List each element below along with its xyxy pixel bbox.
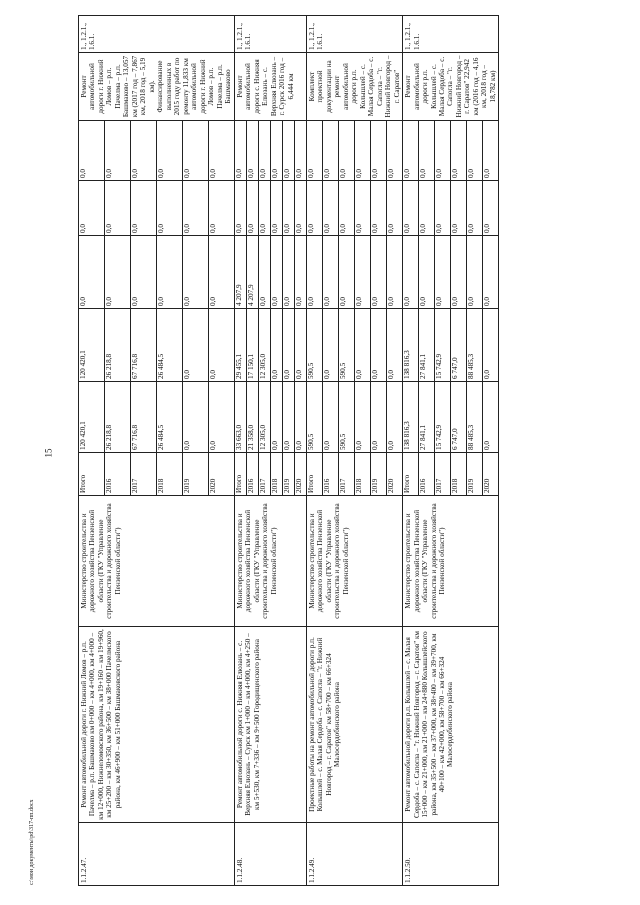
activity-name-cell bbox=[234, 627, 306, 823]
year-cell: 2019 bbox=[282, 453, 294, 496]
amount-cell: 12 305,0 bbox=[258, 382, 270, 453]
amount-cell: 0,0 bbox=[370, 236, 386, 309]
amount-cell: 0,0 bbox=[130, 121, 156, 181]
amount-cell: 0,0 bbox=[370, 181, 386, 236]
amount-cell: 21 358,0 bbox=[246, 382, 258, 453]
year-cell: Итого bbox=[79, 453, 105, 496]
amount-cell: 0,0 bbox=[182, 181, 208, 236]
amount-cell: 0,0 bbox=[354, 309, 370, 382]
expected-result: Ремонт автомобильной дороги р.п. Колышлей – с. Малая Сердоба – с. Сапогла – "г. Нижний Новгород – г. Саратов" 22,942 км (2016 год – 4,16 км, 2018 год – 18,782 км) bbox=[404, 55, 497, 118]
result-cell bbox=[234, 53, 306, 121]
amount-cell: 0,0 bbox=[79, 236, 105, 309]
amount-cell: 88 485,3 bbox=[467, 382, 483, 453]
amount-cell: 0,0 bbox=[156, 181, 182, 236]
activity-code-cell bbox=[306, 823, 402, 886]
amount-cell: 0,0 bbox=[483, 309, 499, 382]
year-cell: 2017 bbox=[130, 453, 156, 496]
amount-cell: 0,0 bbox=[246, 121, 258, 181]
indicators-cell bbox=[79, 16, 235, 53]
amount-cell: 0,0 bbox=[483, 382, 499, 453]
amount-cell: 12 305,0 bbox=[258, 309, 270, 382]
amount-cell: 0,0 bbox=[354, 236, 370, 309]
executor: Министерство строительства и дорожного хозяйства Пензенской области (ГКУ "Управление строительства и дорожного хозяйства Пензенской области") bbox=[80, 503, 122, 619]
amount-cell: 0,0 bbox=[208, 181, 234, 236]
year-cell: Итого bbox=[234, 453, 246, 496]
amount-cell: 590,5 bbox=[306, 382, 322, 453]
amount-cell: 0,0 bbox=[403, 121, 419, 181]
expected-result: Ремонт автомобильной дороги с. Нижняя Елюзань – с. Верхняя Елюзань – г. Сурск 2016 год – 6,444 км bbox=[235, 56, 295, 117]
indicators: 1., 1.2.1., 1.6.1. bbox=[80, 23, 97, 50]
amount-cell: 67 716,8 bbox=[130, 309, 156, 382]
activity-name-cell bbox=[403, 627, 499, 823]
amount-cell: 0,0 bbox=[258, 181, 270, 236]
amount-cell: 0,0 bbox=[435, 181, 451, 236]
amount-cell: 4 207,9 bbox=[234, 236, 246, 309]
amount-cell: 0,0 bbox=[258, 121, 270, 181]
amount-cell: 0,0 bbox=[294, 181, 306, 236]
year-cell: 2016 bbox=[322, 453, 338, 496]
amount-cell: 0,0 bbox=[306, 121, 322, 181]
executor: Министерство строительства и дорожного хозяйства Пензенской области (ГКУ "Управление строительства и дорожного хозяйства Пензенской области") bbox=[235, 503, 278, 619]
amount-cell: 0,0 bbox=[322, 309, 338, 382]
amount-cell: 27 841,1 bbox=[419, 382, 435, 453]
year-cell: 2017 bbox=[338, 453, 354, 496]
amount-cell: 0,0 bbox=[386, 382, 402, 453]
executor-cell bbox=[79, 496, 235, 627]
amount-cell: 0,0 bbox=[451, 181, 467, 236]
result-cell bbox=[306, 53, 402, 121]
amount-cell: 0,0 bbox=[282, 236, 294, 309]
year-cell: Итого bbox=[403, 453, 419, 496]
amount-cell: 0,0 bbox=[451, 121, 467, 181]
indicators: 1., 1.2.1., 1.6.1. bbox=[404, 23, 421, 50]
amount-cell: 0,0 bbox=[130, 236, 156, 309]
amount-cell: 0,0 bbox=[270, 121, 282, 181]
amount-cell: 88 485,3 bbox=[467, 309, 483, 382]
activity-code: 1.1.2.50. bbox=[404, 857, 413, 883]
amount-cell: 0,0 bbox=[483, 121, 499, 181]
amount-cell: 0,0 bbox=[270, 309, 282, 382]
amount-cell: 0,0 bbox=[156, 236, 182, 309]
amount-cell: 0,0 bbox=[338, 121, 354, 181]
amount-cell: 33 663,0 bbox=[234, 382, 246, 453]
indicators-cell bbox=[234, 16, 306, 53]
program-activities-table bbox=[78, 15, 499, 886]
executor-cell bbox=[306, 496, 402, 627]
amount-cell: 0,0 bbox=[306, 236, 322, 309]
amount-cell: 0,0 bbox=[338, 236, 354, 309]
amount-cell: 0,0 bbox=[370, 382, 386, 453]
amount-cell: 15 742,9 bbox=[435, 309, 451, 382]
amount-cell: 6 747,0 bbox=[451, 382, 467, 453]
amount-cell: 0,0 bbox=[451, 236, 467, 309]
amount-cell: 0,0 bbox=[306, 181, 322, 236]
amount-cell: 0,0 bbox=[386, 121, 402, 181]
year-cell: 2018 bbox=[270, 453, 282, 496]
activity-row bbox=[306, 16, 322, 886]
amount-cell: 0,0 bbox=[419, 236, 435, 309]
amount-cell: 0,0 bbox=[483, 236, 499, 309]
year-cell: 2020 bbox=[386, 453, 402, 496]
amount-cell: 0,0 bbox=[403, 181, 419, 236]
activity-code: 1.1.2.49. bbox=[307, 857, 316, 883]
amount-cell: 0,0 bbox=[270, 181, 282, 236]
year-cell: 2019 bbox=[370, 453, 386, 496]
amount-cell: 0,0 bbox=[182, 236, 208, 309]
amount-cell: 27 841,1 bbox=[419, 309, 435, 382]
activity-name: Проектные работы на ремонт автомобильной дороги р.п. Колышлей – с. Малая Сердоба – с. Сапогла – "г. Нижний Новгород – г. Саратов" км 58+700 – км 66+324 Малосердобинского района bbox=[307, 637, 342, 812]
amount-cell: 0,0 bbox=[386, 309, 402, 382]
activity-row bbox=[403, 16, 419, 886]
amount-cell: 590,5 bbox=[338, 309, 354, 382]
activity-row bbox=[234, 16, 246, 886]
year-cell: 2016 bbox=[246, 453, 258, 496]
amount-cell: 26 484,5 bbox=[156, 382, 182, 453]
amount-cell: 0,0 bbox=[246, 181, 258, 236]
amount-cell: 0,0 bbox=[483, 181, 499, 236]
amount-cell: 590,5 bbox=[306, 309, 322, 382]
activity-name-cell bbox=[306, 627, 402, 823]
activity-code: 1.1.2.48. bbox=[235, 857, 244, 883]
year-cell: 2018 bbox=[451, 453, 467, 496]
activity-name-cell bbox=[79, 627, 235, 823]
year-cell: 2016 bbox=[104, 453, 130, 496]
amount-cell: 0,0 bbox=[130, 181, 156, 236]
amount-cell: 0,0 bbox=[258, 236, 270, 309]
activity-code-cell bbox=[234, 823, 306, 886]
year-cell: 2016 bbox=[419, 453, 435, 496]
year-cell: 2020 bbox=[483, 453, 499, 496]
amount-cell: 0,0 bbox=[354, 181, 370, 236]
amount-cell: 0,0 bbox=[435, 121, 451, 181]
amount-cell: 0,0 bbox=[182, 121, 208, 181]
amount-cell: 0,0 bbox=[282, 181, 294, 236]
amount-cell: 0,0 bbox=[104, 181, 130, 236]
year-cell: 2020 bbox=[294, 453, 306, 496]
year-cell: 2017 bbox=[435, 453, 451, 496]
year-cell: 2017 bbox=[258, 453, 270, 496]
amount-cell: 0,0 bbox=[294, 382, 306, 453]
indicators: 1., 1.2.1., 1.6.1. bbox=[307, 23, 325, 50]
amount-cell: 0,0 bbox=[104, 236, 130, 309]
amount-cell: 590,5 bbox=[338, 382, 354, 453]
amount-cell: 17 150,1 bbox=[246, 309, 258, 382]
amount-cell: 0,0 bbox=[208, 309, 234, 382]
amount-cell: 0,0 bbox=[79, 181, 105, 236]
activity-name: Ремонт автомобильной дороги с. Нижняя Елюзань – с. Верхняя Елюзань – Сурск км 1+000 – км 4+000, км 4+250 – км 5+530, км 7+336 – км 9+500 Городищенского района bbox=[235, 633, 261, 816]
amount-cell: 0,0 bbox=[419, 121, 435, 181]
amount-cell: 0,0 bbox=[354, 382, 370, 453]
expected-result: Ремонт автомобильной дороги г. Нижний Ломов – р.п. Пачелма – р.п. Башмаково – 13,057 км (2017 год – 7,867 км, 2018 год – 5,19 км). Финансирование выполненных в 2015 году работ по ремонту 11,833 км автомобильной дороги г. Нижний Ломов – р.п. Пачелма – р.п. Башмаково bbox=[80, 55, 233, 118]
amount-cell: 26 218,8 bbox=[104, 382, 130, 453]
executor: Министерство строительства и дорожного хозяйства Пензенской области (ГКУ "Управление строительства и дорожного хозяйства Пензенской области") bbox=[404, 503, 446, 619]
amount-cell: 0,0 bbox=[270, 382, 282, 453]
amount-cell: 0,0 bbox=[354, 121, 370, 181]
amount-cell: 0,0 bbox=[104, 121, 130, 181]
amount-cell: 0,0 bbox=[294, 309, 306, 382]
indicators-cell bbox=[403, 16, 499, 53]
amount-cell: 0,0 bbox=[322, 382, 338, 453]
activity-name: Ремонт автомобильной дороги р.п. Колышлей – с. Малая Сердоба – с. Сапогла – "г. Нижний Новгород – г. Саратов" км 15+000 – км 21+000, км 21+000 – км 24+880 Колышлейского района, км 35+500 – км 37+000, км 38+400 – км 39+700, км 40+100 – км 42+000, км 58+700 – км 66+324 Малосердобинского района bbox=[404, 631, 455, 819]
amount-cell: 26 218,8 bbox=[104, 309, 130, 382]
amount-cell: 4 207,9 bbox=[246, 236, 258, 309]
result-cell bbox=[403, 53, 499, 121]
year-cell: 2020 bbox=[208, 453, 234, 496]
year-cell: 2018 bbox=[156, 453, 182, 496]
amount-cell: 0,0 bbox=[386, 236, 402, 309]
page-number: 15 bbox=[43, 448, 54, 458]
result-cell bbox=[79, 53, 235, 121]
amount-cell: 0,0 bbox=[270, 236, 282, 309]
year-cell: 2019 bbox=[182, 453, 208, 496]
indicators-cell bbox=[306, 16, 402, 53]
amount-cell: 0,0 bbox=[282, 382, 294, 453]
amount-cell: 0,0 bbox=[294, 236, 306, 309]
amount-cell: 138 816,3 bbox=[403, 309, 419, 382]
amount-cell: 0,0 bbox=[182, 309, 208, 382]
amount-cell: 0,0 bbox=[322, 236, 338, 309]
amount-cell: 0,0 bbox=[467, 181, 483, 236]
amount-cell: 138 816,3 bbox=[403, 382, 419, 453]
expected-result: Комплект проектной документации на ремонт автомобильной дороги р.п. Колышлей – с. Малая Сердоба – с. Сапогла – "г. Нижний Новгород – г. Саратов" bbox=[307, 55, 401, 118]
footer-file-path-text: c:\мои документы\pd\317-пп.docx bbox=[29, 799, 35, 885]
amount-cell: 0,0 bbox=[386, 181, 402, 236]
amount-cell: 0,0 bbox=[208, 121, 234, 181]
executor-cell bbox=[403, 496, 499, 627]
year-cell: 2019 bbox=[467, 453, 483, 496]
amount-cell: 0,0 bbox=[322, 121, 338, 181]
amount-cell: 0,0 bbox=[79, 121, 105, 181]
amount-cell: 0,0 bbox=[282, 309, 294, 382]
year-cell: Итого bbox=[306, 453, 322, 496]
amount-cell: 0,0 bbox=[156, 121, 182, 181]
amount-cell: 29 455,1 bbox=[234, 309, 246, 382]
amount-cell: 0,0 bbox=[403, 236, 419, 309]
executor: Министерство строительства и дорожного хозяйства Пензенской области (ГКУ "Управление строительства и дорожного хозяйства Пензенской области") bbox=[307, 503, 350, 619]
executor-cell bbox=[234, 496, 306, 627]
amount-cell: 26 484,5 bbox=[156, 309, 182, 382]
indicators: 1., 1.2.1., 1.6.1. bbox=[235, 23, 253, 50]
rotated-table-container bbox=[78, 16, 608, 886]
amount-cell: 120 420,1 bbox=[79, 382, 105, 453]
amount-cell: 0,0 bbox=[467, 121, 483, 181]
activity-code: 1.1.2.47. bbox=[80, 857, 88, 883]
year-cell: 2018 bbox=[354, 453, 370, 496]
amount-cell: 0,0 bbox=[182, 382, 208, 453]
amount-cell: 120 420,1 bbox=[79, 309, 105, 382]
amount-cell: 0,0 bbox=[234, 121, 246, 181]
activity-code-cell bbox=[79, 823, 235, 886]
amount-cell: 0,0 bbox=[370, 309, 386, 382]
amount-cell: 0,0 bbox=[467, 236, 483, 309]
amount-cell: 67 716,8 bbox=[130, 382, 156, 453]
amount-cell: 0,0 bbox=[322, 181, 338, 236]
amount-cell: 0,0 bbox=[419, 181, 435, 236]
amount-cell: 0,0 bbox=[282, 121, 294, 181]
amount-cell: 0,0 bbox=[208, 382, 234, 453]
amount-cell: 0,0 bbox=[338, 181, 354, 236]
amount-cell: 15 742,9 bbox=[435, 382, 451, 453]
amount-cell: 0,0 bbox=[294, 121, 306, 181]
activity-code-cell bbox=[403, 823, 499, 886]
amount-cell: 6 747,0 bbox=[451, 309, 467, 382]
amount-cell: 0,0 bbox=[370, 121, 386, 181]
amount-cell: 0,0 bbox=[234, 181, 246, 236]
amount-cell: 0,0 bbox=[435, 236, 451, 309]
amount-cell: 0,0 bbox=[208, 236, 234, 309]
activity-name: Ремонт автомобильной дороги г. Нижний Ломов – р.п. Пачелма – р.п. Башмаково км 0+000 – км 4+000, км 4+000 – км 12+000, Нижнеломовского района, км 19+160 – км 19+960, км 25+200 – км 30+350, км 36+500 – км 38+000 Пачелмского района, км 46+900 – км 51+000 Башмаковского района bbox=[80, 629, 122, 820]
activity-row bbox=[79, 16, 105, 886]
